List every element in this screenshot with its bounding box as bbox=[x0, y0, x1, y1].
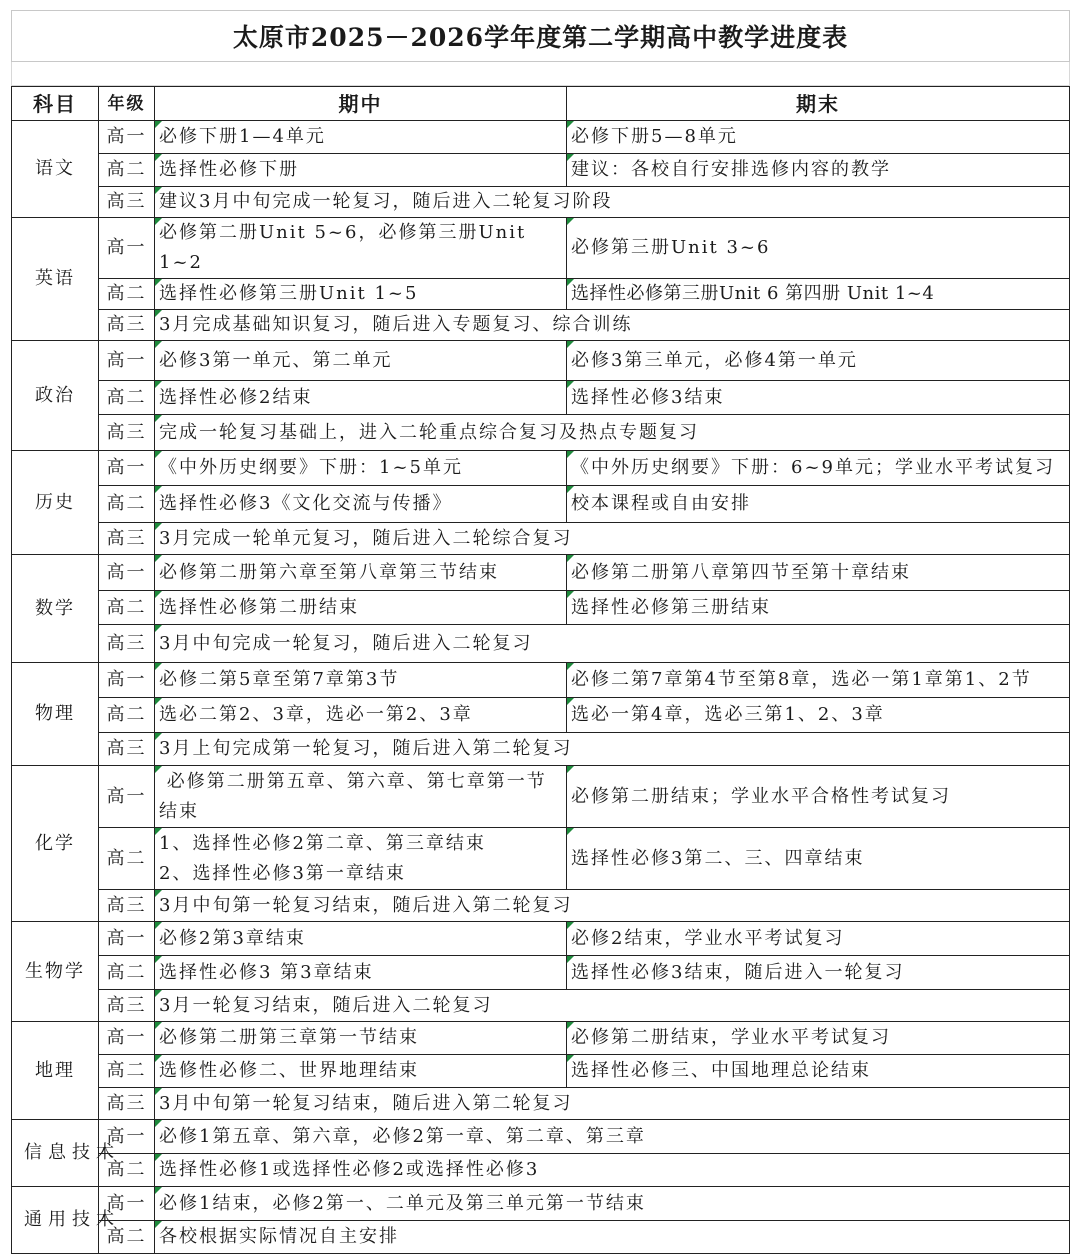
table-row bbox=[12, 310, 1070, 341]
grade-cell: 高二 bbox=[99, 486, 155, 523]
midterm-cell: 必修第二册第六章至第八章第三节结束 bbox=[155, 555, 567, 591]
midterm-cell: 1、选择性必修2第二章、第三章结束 2、选择性必修3第一章结束 bbox=[155, 828, 567, 890]
grade-cell: 高三 bbox=[99, 1088, 155, 1120]
combined-cell: 3月完成一轮单元复习，随后进入二轮综合复习 bbox=[155, 523, 1070, 555]
combined-cell: 3月一轮复习结束，随后进入二轮复习 bbox=[155, 990, 1070, 1022]
grade-cell: 高一 bbox=[99, 218, 155, 279]
final-cell: 必修第二册结束；学业水平合格性考试复习 bbox=[567, 766, 1070, 828]
midterm-cell: 选择性必修第三册Unit 1~5 bbox=[155, 279, 567, 310]
grade-cell: 高一 bbox=[99, 341, 155, 381]
combined-cell: 必修1结束，必修2第一、二单元及第三单元第一节结束 bbox=[155, 1187, 1070, 1221]
subject-cell: 生物学 bbox=[12, 922, 99, 1022]
midterm-cell: 选择性必修3 第3章结束 bbox=[155, 956, 567, 990]
table-row bbox=[12, 1187, 1070, 1221]
grade-cell: 高三 bbox=[99, 990, 155, 1022]
grade-cell: 高二 bbox=[99, 154, 155, 187]
grade-cell: 高一 bbox=[99, 555, 155, 591]
midterm-cell: 必修二第5章至第7章第3节 bbox=[155, 663, 567, 698]
table-row bbox=[12, 381, 1070, 415]
grade-cell: 高二 bbox=[99, 1221, 155, 1254]
table-row bbox=[12, 451, 1070, 486]
header-midterm: 期中 bbox=[155, 87, 567, 121]
final-cell: 选择性必修第三册Unit 6 第四册 Unit 1~4 bbox=[567, 279, 1070, 310]
midterm-cell: 必修第二册第五章、第六章、第七章第一节结束 bbox=[155, 766, 567, 828]
midterm-cell: 必修3第一单元、第二单元 bbox=[155, 341, 567, 381]
combined-cell: 3月中旬第一轮复习结束，随后进入第二轮复习 bbox=[155, 1088, 1070, 1120]
table-row bbox=[12, 187, 1070, 218]
schedule-table bbox=[11, 86, 1070, 1254]
combined-cell: 各校根据实际情况自主安排 bbox=[155, 1221, 1070, 1254]
grade-cell: 高二 bbox=[99, 1055, 155, 1088]
grade-cell: 高一 bbox=[99, 121, 155, 154]
grade-cell: 高一 bbox=[99, 663, 155, 698]
subject-cell: 政治 bbox=[12, 341, 99, 451]
table-row bbox=[12, 523, 1070, 555]
header-final: 期末 bbox=[567, 87, 1070, 121]
table-row bbox=[12, 1022, 1070, 1055]
combined-cell: 完成一轮复习基础上，进入二轮重点综合复习及热点专题复习 bbox=[155, 415, 1070, 451]
midterm-cell: 《中外历史纲要》下册：1~5单元 bbox=[155, 451, 567, 486]
table-row bbox=[12, 121, 1070, 154]
table-row bbox=[12, 990, 1070, 1022]
table-row bbox=[12, 1055, 1070, 1088]
subject-cell: 地理 bbox=[12, 1022, 99, 1120]
grade-cell: 高一 bbox=[99, 1022, 155, 1055]
subject-cell: 通用技术 bbox=[12, 1187, 99, 1254]
grade-cell: 高一 bbox=[99, 1187, 155, 1221]
combined-cell: 3月完成基础知识复习，随后进入专题复习、综合训练 bbox=[155, 310, 1070, 341]
subject-cell: 信息技术 bbox=[12, 1120, 99, 1187]
grade-cell: 高三 bbox=[99, 733, 155, 766]
final-cell: 选必一第4章，选必三第1、2、3章 bbox=[567, 698, 1070, 733]
combined-cell: 建议3月中旬完成一轮复习，随后进入二轮复习阶段 bbox=[155, 187, 1070, 218]
grade-cell: 高三 bbox=[99, 523, 155, 555]
header-row bbox=[12, 87, 1070, 121]
header-subject: 科目 bbox=[12, 87, 99, 121]
grade-cell: 高三 bbox=[99, 625, 155, 663]
midterm-cell: 必修第二册Unit 5~6，必修第三册Unit 1~2 bbox=[155, 218, 567, 279]
table-row bbox=[12, 555, 1070, 591]
table-row bbox=[12, 922, 1070, 956]
spacer-row bbox=[11, 62, 1070, 86]
table-row bbox=[12, 341, 1070, 381]
table-row bbox=[12, 956, 1070, 990]
midterm-cell: 必修下册1—4单元 bbox=[155, 121, 567, 154]
combined-cell: 3月中旬第一轮复习结束，随后进入第二轮复习 bbox=[155, 890, 1070, 922]
combined-cell: 3月中旬完成一轮复习，随后进入二轮复习 bbox=[155, 625, 1070, 663]
final-cell: 选择性必修第三册结束 bbox=[567, 591, 1070, 625]
final-cell: 建议：各校自行安排选修内容的教学 bbox=[567, 154, 1070, 187]
midterm-cell: 选择性必修第二册结束 bbox=[155, 591, 567, 625]
final-cell: 《中外历史纲要》下册：6~9单元；学业水平考试复习 bbox=[567, 451, 1070, 486]
header-grade: 年级 bbox=[99, 87, 155, 121]
final-cell: 选择性必修3结束，随后进入一轮复习 bbox=[567, 956, 1070, 990]
final-cell: 选择性必修三、中国地理总论结束 bbox=[567, 1055, 1070, 1088]
table-row bbox=[12, 766, 1070, 828]
page-title: 太原市2025－2026学年度第二学期高中教学进度表 bbox=[232, 23, 849, 52]
grade-cell: 高三 bbox=[99, 890, 155, 922]
midterm-cell: 必修第二册第三章第一节结束 bbox=[155, 1022, 567, 1055]
subject-cell: 历史 bbox=[12, 451, 99, 555]
grade-cell: 高二 bbox=[99, 591, 155, 625]
grade-cell: 高二 bbox=[99, 279, 155, 310]
table-row bbox=[12, 279, 1070, 310]
grade-cell: 高一 bbox=[99, 1120, 155, 1154]
final-cell: 选择性必修3第二、三、四章结束 bbox=[567, 828, 1070, 890]
midterm-cell: 选修性必修二、世界地理结束 bbox=[155, 1055, 567, 1088]
table-row bbox=[12, 1088, 1070, 1120]
combined-cell: 必修1第五章、第六章，必修2第一章、第二章、第三章 bbox=[155, 1120, 1070, 1154]
table-row bbox=[12, 828, 1070, 890]
title-box bbox=[11, 10, 1070, 62]
midterm-cell: 选择性必修3《文化交流与传播》 bbox=[155, 486, 567, 523]
grade-cell: 高一 bbox=[99, 766, 155, 828]
table-row bbox=[12, 1154, 1070, 1187]
combined-cell: 选择性必修1或选择性必修2或选择性必修3 bbox=[155, 1154, 1070, 1187]
grade-cell: 高三 bbox=[99, 310, 155, 341]
final-cell: 必修第二册第八章第四节至第十章结束 bbox=[567, 555, 1070, 591]
table-row bbox=[12, 1120, 1070, 1154]
table-row bbox=[12, 154, 1070, 187]
grade-cell: 高一 bbox=[99, 451, 155, 486]
subject-cell: 数学 bbox=[12, 555, 99, 663]
table-row bbox=[12, 591, 1070, 625]
midterm-cell: 选择性必修下册 bbox=[155, 154, 567, 187]
subject-cell: 语文 bbox=[12, 121, 99, 218]
midterm-cell: 选择性必修2结束 bbox=[155, 381, 567, 415]
grade-cell: 高三 bbox=[99, 187, 155, 218]
table-row bbox=[12, 698, 1070, 733]
table-row bbox=[12, 625, 1070, 663]
final-cell: 必修第二册结束，学业水平考试复习 bbox=[567, 1022, 1070, 1055]
grade-cell: 高二 bbox=[99, 1154, 155, 1187]
final-cell: 选择性必修3结束 bbox=[567, 381, 1070, 415]
subject-cell: 物理 bbox=[12, 663, 99, 766]
final-cell: 必修二第7章第4节至第8章，选必一第1章第1、2节 bbox=[567, 663, 1070, 698]
combined-cell: 3月上旬完成第一轮复习，随后进入第二轮复习 bbox=[155, 733, 1070, 766]
grade-cell: 高二 bbox=[99, 698, 155, 733]
final-cell: 必修2结束，学业水平考试复习 bbox=[567, 922, 1070, 956]
grade-cell: 高二 bbox=[99, 381, 155, 415]
table-row bbox=[12, 415, 1070, 451]
final-cell: 必修3第三单元，必修4第一单元 bbox=[567, 341, 1070, 381]
midterm-cell: 选必二第2、3章，选必一第2、3章 bbox=[155, 698, 567, 733]
subject-cell: 英语 bbox=[12, 218, 99, 341]
final-cell: 必修下册5—8单元 bbox=[567, 121, 1070, 154]
schedule-body bbox=[12, 121, 1070, 1254]
grade-cell: 高二 bbox=[99, 956, 155, 990]
final-cell: 必修第三册Unit 3~6 bbox=[567, 218, 1070, 279]
grade-cell: 高二 bbox=[99, 828, 155, 890]
midterm-cell: 必修2第3章结束 bbox=[155, 922, 567, 956]
grade-cell: 高三 bbox=[99, 415, 155, 451]
final-cell: 校本课程或自由安排 bbox=[567, 486, 1070, 523]
table-row bbox=[12, 218, 1070, 279]
table-row bbox=[12, 890, 1070, 922]
grade-cell: 高一 bbox=[99, 922, 155, 956]
table-row bbox=[12, 1221, 1070, 1254]
table-row bbox=[12, 663, 1070, 698]
subject-cell: 化学 bbox=[12, 766, 99, 922]
table-row bbox=[12, 486, 1070, 523]
table-row bbox=[12, 733, 1070, 766]
